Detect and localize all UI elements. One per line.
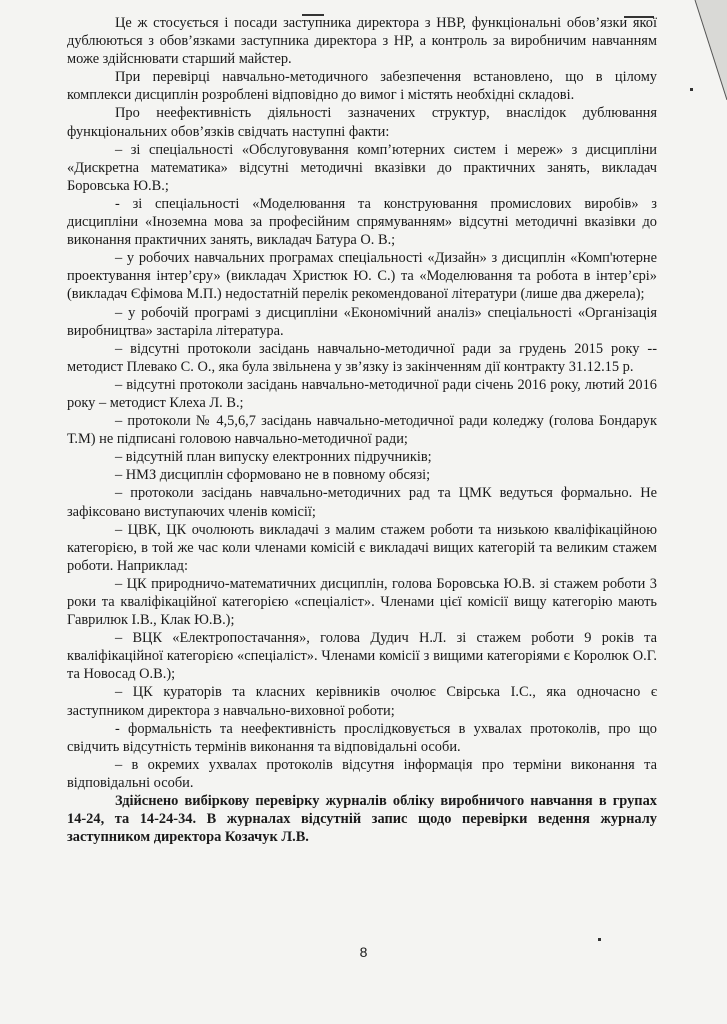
list-item: – протоколи засідань навчально-методичних рад та ЦМК ведуться формально. Не зафіксовано виступаючих членів комісії; bbox=[67, 485, 657, 520]
list-item: – відсутні протоколи засідань навчально-методичної ради за грудень 2015 року -- методист Плевако С. О., яка була звільнена у зв’язку із закінченням дії контракту 31.12.15 р. bbox=[67, 340, 657, 375]
document-body bbox=[67, 14, 657, 846]
paragraph-1: Це ж стосується і посади заступника директора з НВР, функціональні обов’язки якої дублюються з обов’язками заступника директора з НР, а контроль за виробничим навчанням може здійснювати старший майстер. bbox=[67, 15, 657, 68]
list-item: - зі спеціальності «Моделювання та конструювання промислових виробів» з дисципліни «Іноземна мова за професійним спрямуванням» відсутні методичні вказівки до виконання практичних занять, викладач Батура О. В.; bbox=[67, 195, 657, 249]
paragraph-3: Про неефективність діяльності зазначених структур, внаслідок дублювання функціональних обов’язків свідчать наступні факти: bbox=[67, 105, 657, 140]
list-item: – ЦК кураторів та класних керівників очолює Свірська І.С., яка одночасно є заступником директора з навчально-виховної роботи; bbox=[67, 684, 657, 719]
list-item: – у робочих навчальних програмах спеціальності «Дизайн» з дисциплін «Комп'ютерне проектування інтер’єру» (викладач Христюк Ю. С.) та «Моделювання та робота в інтер’єрі» (викладач Єфімова М.П.) недостатній перелік рекомендованої літератури (лише два джерела); bbox=[67, 250, 657, 303]
conclusion-paragraph: Здійснено вибіркову перевірку журналів обліку виробничого навчання в групах 14-24, та 14-24-34. В журналах відсутній запис щодо перевірки ведення журналу заступником директора Козачук Л.В. bbox=[67, 793, 657, 846]
list-item: – відсутні протоколи засідань навчально-методичної ради січень 2016 року, лютий 2016 року – методист Клеха Л. В.; bbox=[67, 376, 657, 411]
list-item: – відсутній план випуску електронних підручників; bbox=[115, 449, 432, 466]
list-item: – ЦК природничо-математичних дисциплін, голова Боровська Ю.В. зі стажем роботи 3 роки та кваліфікаційної категорією «спеціаліст». Членами цієї комісії вищу категорію мають Гаврилюк І.В., Клак Ю.В.); bbox=[67, 575, 657, 629]
list-item: – у робочій програмі з дисципліни «Економічний аналіз» спеціальності «Організація виробництва» застаріла література. bbox=[67, 304, 657, 339]
page-number: 8 bbox=[359, 944, 368, 960]
scan-mark-bottom-dot bbox=[598, 938, 601, 941]
list-item: - формальність та неефективність прослідковується в ухвалах протоколів, про що свідчить відсутність термінів виконання та відповідальні особи. bbox=[67, 720, 657, 755]
list-item: – протоколи № 4,5,6,7 засідань навчально-методичної ради коледжу (голова Бондарук Т.М) не підписані головою навчально-методичної ради; bbox=[67, 413, 657, 448]
list-item: – ЦВК, ЦК очолюють викладачі з малим стажем роботи та низькою кваліфікаційною категорією, в той же час коли членами комісій є викладачі вищих категорій та великим стажем роботи. Наприклад: bbox=[67, 521, 657, 574]
scan-edge-fold bbox=[687, 0, 727, 100]
list-item: – ВЦК «Електропостачання», голова Дудич Н.Л. зі стажем роботи 9 років та кваліфікаційної категорією «спеціаліст». Членами комісії з вищими категоріями є Королюк О.Г. та Новосад О.В.); bbox=[67, 630, 657, 683]
list-item: – зі спеціальності «Обслуговування комп’ютерних систем і мереж» з дисципліни «Дискретна математика» відсутні методичні вказівки до практичних занять, викладач Боровська Ю.В.; bbox=[67, 141, 657, 194]
list-item: – в окремих ухвалах протоколів відсутня інформація про терміни виконання та відповідальні особи. bbox=[67, 756, 657, 791]
list-item: – НМЗ дисциплін сформовано не в повному обсязі; bbox=[115, 467, 431, 484]
scan-mark-right-dot bbox=[690, 88, 693, 91]
paragraph-2: При перевірці навчально-методичного забезпечення встановлено, що в цілому комплекси дисциплін розроблені відповідно до вимог і містять необхідні складові. bbox=[67, 69, 657, 104]
